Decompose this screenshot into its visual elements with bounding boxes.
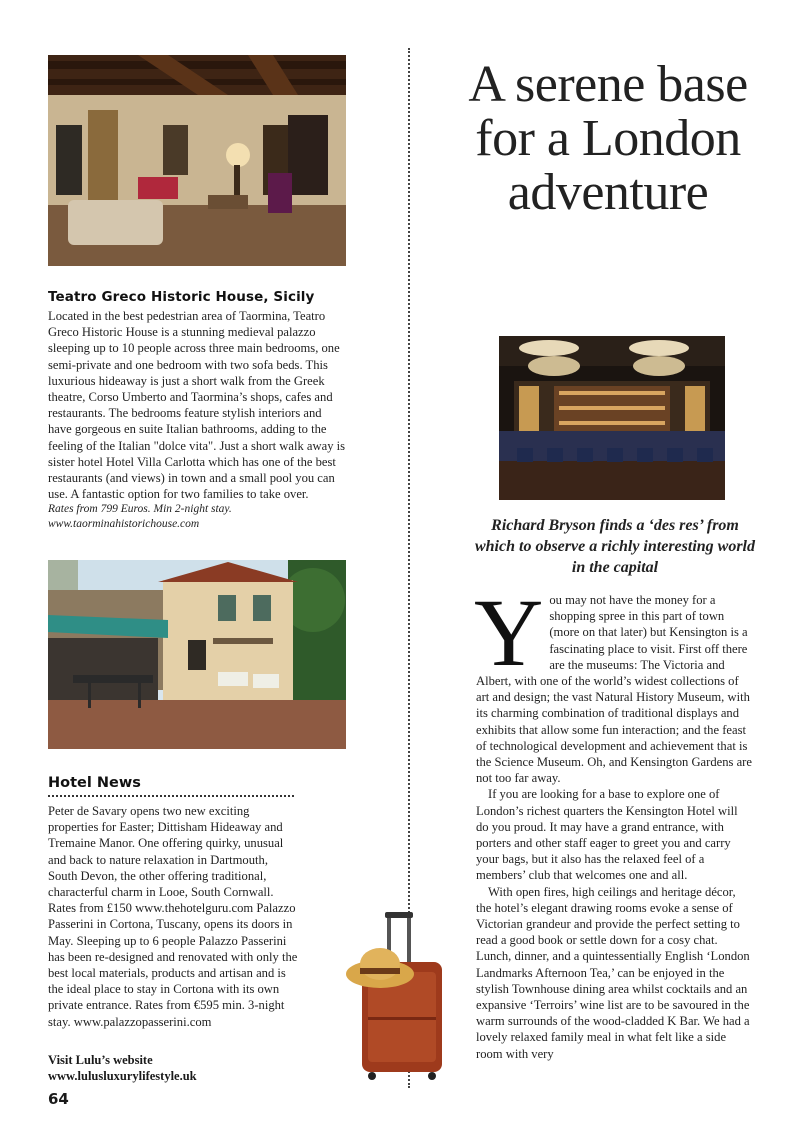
visit-website-link[interactable]: www.lulusluxurylifestyle.uk (48, 1069, 197, 1083)
suitcase-illustration (340, 912, 450, 1082)
article-paragraph-3: With open fires, high ceilings and heritage décor, the hotel’s elegant drawing rooms evoke a sense of Victorian grandeur and provide the perfect setting to read a good book or settle down for a cosy chat. Lunch, dinner, and a quintessentially English ‘London Landmarks Afternoon Tea,’ can be enjoyed in the stylish Townhouse dining area whilst cocktails and an expansive ‘Terroirs’ wine list are to be savoured in the warm surrounds of the wood-cladded K Bar. We had a lovely relaxed family meal in what felt like a side room with very (476, 884, 750, 1061)
article-paragraph-2: If you are looking for a base to explore one of London’s richest quarters the Kensington Hotel will do you proud. It may have a grand entrance, with porters and other staff eager to greet you and carry your bags, but it also has the relaxed feel of a members’ club that welcomes one and all. (476, 787, 738, 883)
villa-interior-photo (48, 55, 346, 266)
main-article-body (474, 579, 752, 1062)
villa-courtyard-photo (48, 560, 346, 749)
website-promo (48, 1052, 308, 1084)
article-paragraph-1: ou may not have the money for a shopping spree in this part of town (more on that later) but Kensington is a fascinating place to visit. First off there are the museums: The Victoria and Albert, with one of the world’s widest collections of art and design; the vast Natural History Museum, with its charming combination of traditional displays and exhibits that allow some fun interaction; and the feast of technological development and achievement that is the Science Museum. Oh, and Kensington Gardens are not too far away. (476, 593, 752, 786)
teatro-greco-article (48, 289, 348, 532)
hotel-bar-photo (499, 336, 725, 500)
hotel-news-body: Peter de Savary opens two new exciting properties for Easter; Dittisham Hideaway and Tremaine Manor. One offering quirky, unusual and back to nature relaxation in Dartmouth, South Devon, the other offering traditional, characterful charm in Looe, South Cornwall. Rates from £150 www.thehotelguru.com Palazzo Passerini in Cortona, Tuscany, opens its doors in May. Sleeping up to 6 people Palazzo Passerini has been re-designed and renovated with only the best local materials, products and artisan and is the ideal place to stay in Cortona with its own private entrance. Rates from €595 min. 3-night stay. www.palazzopasserini.com (48, 804, 298, 1029)
page-number: 64 (48, 1090, 69, 1108)
article-headline: A serene base for a London adventure (468, 56, 748, 221)
article-website-link[interactable]: www.taorminahistorichouse.com (48, 518, 200, 531)
article-rates: Rates from 799 Euros. Min 2-night stay. (48, 503, 232, 516)
article-body: Located in the best pedestrian area of Taormina, Teatro Greco Historic House is a stunning medieval palazzo sleeping up to 10 people across three main bedrooms, one semi-private and one bedroom with two sofa beds. This luxurious hideaway is just a short walk from the Greek theatre, Corso Umberto and Taormina’s shops, cafes and restaurants. The bedrooms feature stylish interiors and have gorgeous en suite Italian bathrooms, adding to the feeling of the Italian "dolce vita". Just a short walk away is sister hotel Hotel Villa Carlotta which has one of the best restaurants (and views) in town and a small pool you can use. A fantastic option for two families to take over. (48, 309, 346, 502)
visit-label: Visit Lulu’s website (48, 1053, 153, 1067)
article-standfirst: Richard Bryson finds a ‘des res’ from which to observe a richly interesting world in the capital (474, 517, 755, 576)
drop-cap: Y (474, 579, 544, 686)
hotel-news-divider (48, 795, 294, 797)
article-title: Teatro Greco Historic House, Sicily (48, 289, 315, 305)
hotel-news-heading: Hotel News (48, 775, 141, 791)
hotel-news-section (48, 775, 298, 1030)
